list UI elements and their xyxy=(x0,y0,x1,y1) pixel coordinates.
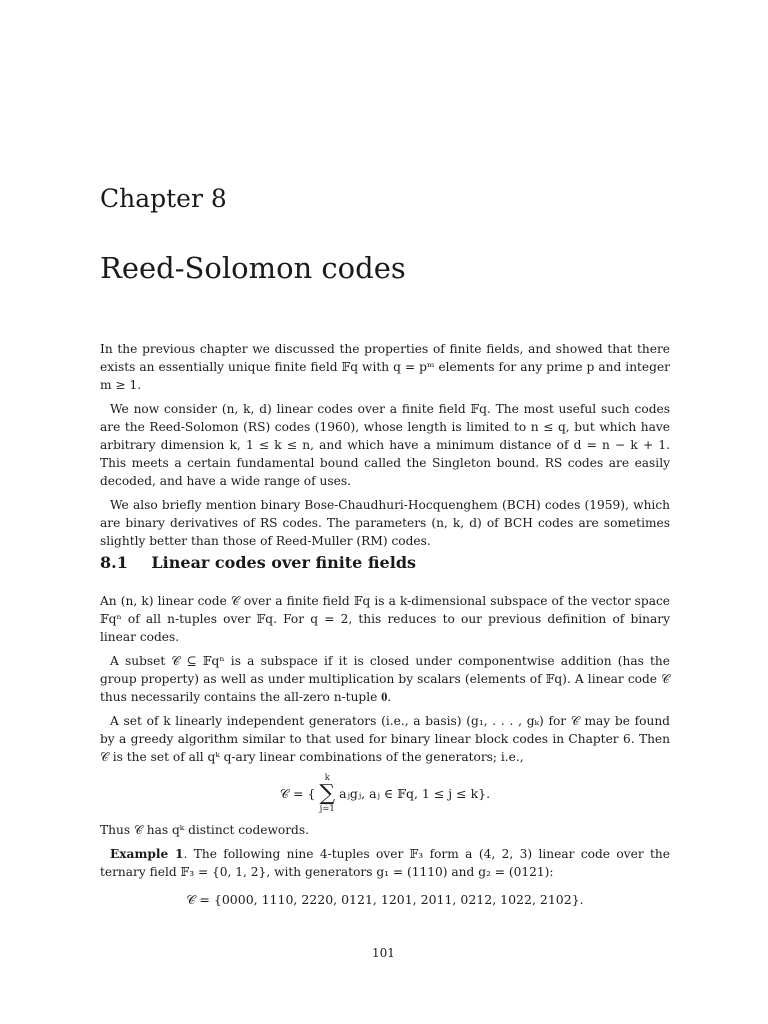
equation-1-right: aⱼgⱼ, aⱼ ∈ 𝔽q, 1 ≤ j ≤ k}. xyxy=(339,785,491,801)
intro-paragraph-3: We also briefly mention binary Bose-Chaudhuri-Hocquenghem (BCH) codes (1959), which are binary derivatives of RS codes. The parameters (n, k, d) of BCH codes are sometimes slightly better than those of Reed-Muller (RM) codes. xyxy=(100,498,670,548)
example-text: . The following nine 4-tuples over 𝔽₃ form a (4, 2, 3) linear code over the ternary field 𝔽₃ = {0, 1, 2}, with generators g₁ = (1110) and g₂ = (0121): xyxy=(100,847,670,879)
chapter-title: Reed-Solomon codes xyxy=(100,251,406,285)
page-number: 101 xyxy=(372,946,395,960)
example-label: Example 1 xyxy=(110,847,184,861)
section-paragraph-2: A subset 𝒞 ⊆ 𝔽qⁿ is a subspace if it is closed under componentwise addition (has the group property) as well as under multiplication by scalars (elements of 𝔽q). A linear code 𝒞 thus necessarily contains the all-zero n-tuple 𝟎. xyxy=(100,654,670,704)
section-heading xyxy=(100,553,416,572)
section-paragraph-1: An (n, k) linear code 𝒞 over a finite field 𝔽q is a k-dimensional subspace of the vector space 𝔽qⁿ of all n-tuples over 𝔽q. For q = 2, this reduces to our previous definition of binary linear codes. xyxy=(100,594,670,644)
section-paragraph-4: Thus 𝒞 has qᵏ distinct codewords. xyxy=(100,823,309,837)
chapter-label: Chapter 8 xyxy=(100,184,227,213)
summation xyxy=(319,774,335,813)
intro-text xyxy=(100,340,670,550)
section-number: 8.1 xyxy=(100,553,128,572)
section-title: Linear codes over finite fields xyxy=(151,553,417,572)
section-body xyxy=(100,592,670,919)
section-paragraph-3: A set of k linearly independent generators (i.e., a basis) (g₁, . . . , gₖ) for 𝒞 may be found by a greedy algorithm similar to that used for binary linear block codes in Chapter 6. Then 𝒞 is the set of all qᵏ q-ary linear combinations of the generators; i.e., xyxy=(100,714,670,764)
equation-2: 𝒞 = {0000, 1110, 2220, 0121, 1201, 2011, 0212, 1022, 2102}. xyxy=(186,892,584,907)
equation-1-left: 𝒞 = { xyxy=(279,785,316,801)
intro-paragraph-2: We now consider (n, k, d) linear codes over a finite field 𝔽q. The most useful such codes are the Reed-Solomon (RS) codes (1960), whose length is limited to n ≤ q, but which have arbitrary dimension k, 1 ≤ k ≤ n, and which have a minimum distance of d = n − k + 1. This meets a certain fundamental bound called the Singleton bound. RS codes are easily decoded, and have a wide range of uses. xyxy=(100,402,670,488)
summation-upper: k xyxy=(324,773,330,783)
sigma-icon: ∑ xyxy=(319,780,336,806)
intro-paragraph-1: In the previous chapter we discussed the properties of finite fields, and showed that there exists an essentially unique finite field 𝔽q with q = pᵐ elements for any prime p and integer m ≥ 1. xyxy=(100,342,670,392)
equation-1 xyxy=(100,774,670,813)
summation-lower: j=1 xyxy=(319,803,335,814)
example-paragraph xyxy=(100,845,670,881)
